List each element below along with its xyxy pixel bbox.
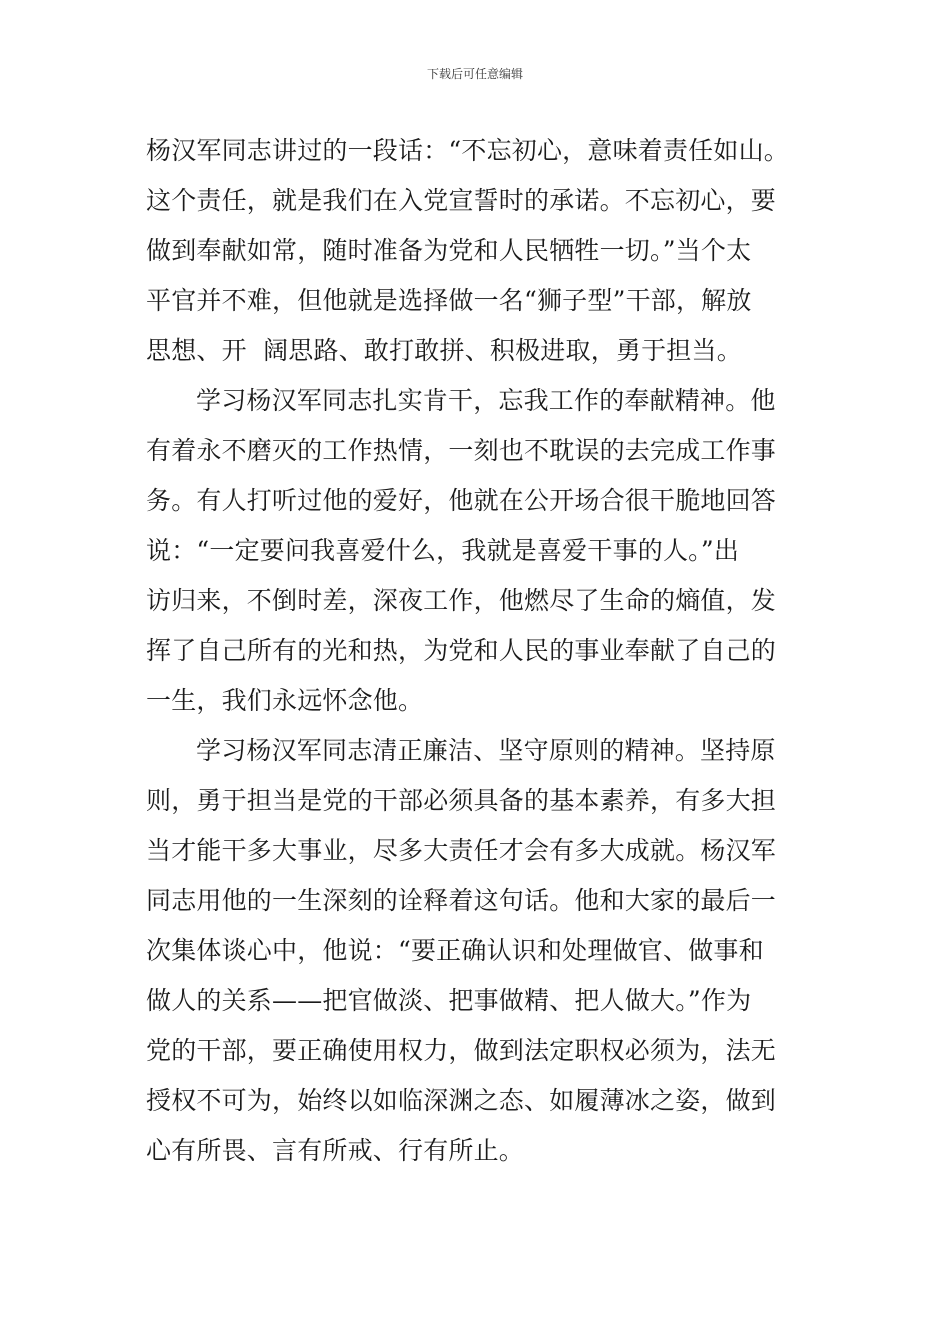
text-line: 学习杨汉军同志清正廉洁、坚守原则的精神。坚持原	[196, 736, 776, 765]
paragraph-2	[146, 376, 796, 726]
text-line: 做到奉献如常，随时准备为党和人民牺牲一切。”当个太	[146, 236, 752, 265]
paragraph-3	[146, 726, 796, 1176]
text-line: 则，勇于担当是党的干部必须具备的基本素养，有多大担	[146, 786, 777, 815]
text-line: 授权不可为，始终以如临深渊之态、如履薄冰之姿，做到	[146, 1086, 777, 1115]
text-line: 这个责任，就是我们在入党宣誓时的承诺。不忘初心，要	[146, 186, 777, 215]
text-line: 学习杨汉军同志扎实肯干，忘我工作的奉献精神。他	[196, 386, 776, 415]
text-line: 访归来，不倒时差，深夜工作，他燃尽了生命的熵值，发	[146, 586, 777, 615]
text-line: 思想、开 阔思路、敢打敢拼、积极进取，勇于担当。	[146, 336, 742, 365]
document-body	[146, 126, 796, 1176]
text-line: 挥了自己所有的光和热，为党和人民的事业奉献了自己的	[146, 636, 777, 665]
text-line: 杨汉军同志讲过的一段话：“不忘初心，意味着责任如山。	[146, 136, 789, 165]
text-line: 有着永不磨灭的工作热情，一刻也不耽误的去完成工作事	[146, 436, 777, 465]
text-line: 党的干部，要正确使用权力，做到法定职权必须为，法无	[146, 1036, 777, 1065]
text-line: 一生，我们永远怀念他。	[146, 686, 424, 715]
text-line: 同志用他的一生深刻的诠释着这句话。他和大家的最后一	[146, 886, 777, 915]
text-line: 次集体谈心中，他说：“要正确认识和处理做官、做事和	[146, 936, 764, 965]
text-line: 说：“一定要问我喜爱什么，我就是喜爱干事的人。”出	[146, 536, 740, 565]
page-header: 下载后可任意编辑	[426, 67, 523, 81]
text-line: 当才能干多大事业，尽多大责任才会有多大成就。杨汉军	[146, 836, 777, 865]
text-line: 做人的关系——把官做淡、把事做精、把人做大。”作为	[146, 986, 752, 1015]
text-line: 平官并不难，但他就是选择做一名“狮子型”干部，解放	[146, 286, 752, 315]
paragraph-1	[146, 126, 796, 376]
text-line: 心有所畏、言有所戒、行有所止。	[146, 1136, 525, 1165]
text-line: 务。有人打听过他的爱好，他就在公开场合很干脆地回答	[146, 486, 777, 515]
